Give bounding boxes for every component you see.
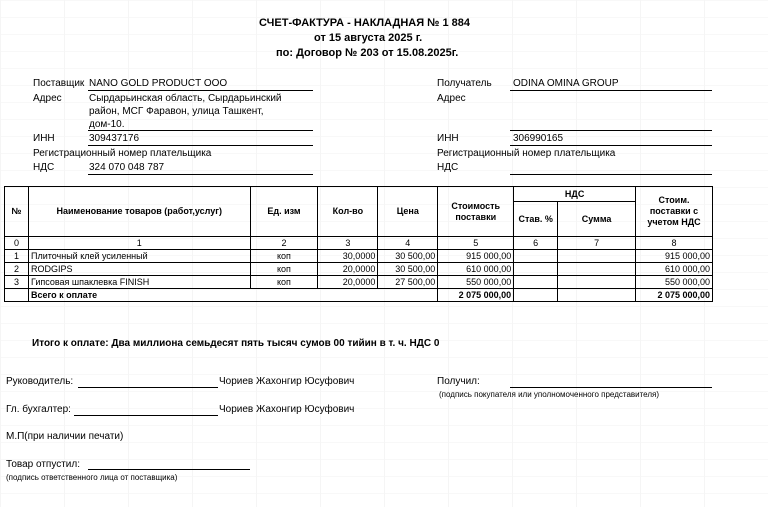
col-number: 2 bbox=[250, 237, 318, 250]
col-number: 3 bbox=[318, 237, 378, 250]
header-vat-rate: Став. % bbox=[514, 202, 558, 237]
invoice-date: от 15 августа 2025 г. bbox=[314, 32, 423, 44]
buyer-name: ODINA OMINA GROUP bbox=[513, 78, 619, 89]
supplier-nds-line bbox=[88, 174, 313, 175]
row-price: 30 500,00 bbox=[378, 250, 438, 263]
total-vat-rate bbox=[514, 289, 558, 302]
header-vat: НДС bbox=[514, 187, 636, 202]
row-cost: 550 000,00 bbox=[438, 276, 514, 289]
goods-table bbox=[4, 186, 713, 302]
row-vat-sum bbox=[558, 276, 636, 289]
accountant-sign-line bbox=[74, 415, 218, 416]
header-total-with-vat: Стоим. поставки с учетом НДС bbox=[636, 187, 713, 237]
supplier-reg-label: Регистрационный номер плательщика bbox=[33, 148, 212, 159]
row-cost: 915 000,00 bbox=[438, 250, 514, 263]
total-with-vat: 2 075 000,00 bbox=[636, 289, 713, 302]
buyer-inn-line bbox=[510, 145, 712, 146]
supplier-address-line-1: Сырдарьинская область, Сырдарьинский bbox=[89, 93, 282, 104]
row-cost: 610 000,00 bbox=[438, 263, 514, 276]
row-price: 30 500,00 bbox=[378, 263, 438, 276]
col-number: 7 bbox=[558, 237, 636, 250]
supplier-name-line bbox=[88, 90, 313, 91]
col-number: 0 bbox=[5, 237, 29, 250]
row-unit: коп bbox=[250, 276, 318, 289]
row-name: Гипсовая шпаклевка FINISH bbox=[28, 276, 250, 289]
director-name: Чориев Жахонгир Юсуфович bbox=[219, 376, 355, 387]
supplier-inn-line bbox=[88, 145, 313, 146]
col-number: 4 bbox=[378, 237, 438, 250]
column-number-row bbox=[5, 237, 713, 250]
header-cost: Стоимость поставки bbox=[438, 187, 514, 237]
buyer-reg-label: Регистрационный номер плательщика bbox=[437, 148, 616, 159]
director-label: Руководитель: bbox=[6, 376, 74, 387]
table-row bbox=[5, 276, 713, 289]
table-row bbox=[5, 250, 713, 263]
header-unit: Ед. изм bbox=[250, 187, 318, 237]
supplier-address-line-3: дом-10. bbox=[89, 119, 125, 130]
row-qty: 30,0000 bbox=[318, 250, 378, 263]
released-note: (подпись ответственного лица от поставщика) bbox=[6, 473, 178, 482]
row-vat-rate bbox=[514, 250, 558, 263]
supplier-address-label: Адрес bbox=[33, 93, 62, 104]
received-note: (подпись покупателя или уполномоченного представителя) bbox=[439, 390, 660, 399]
table-row bbox=[5, 263, 713, 276]
supplier-nds: 324 070 048 787 bbox=[89, 162, 165, 173]
invoice-title: СЧЕТ-ФАКТУРА - НАКЛАДНАЯ № 1 884 bbox=[259, 17, 471, 29]
col-number: 8 bbox=[636, 237, 713, 250]
total-cost: 2 075 000,00 bbox=[438, 289, 514, 302]
row-num: 1 bbox=[5, 250, 29, 263]
buyer-nds-label: НДС bbox=[437, 162, 459, 173]
buyer-label: Получатель bbox=[437, 78, 492, 89]
director-sign-line bbox=[78, 387, 218, 388]
row-vat-rate bbox=[514, 276, 558, 289]
supplier-inn: 309437176 bbox=[89, 133, 140, 144]
total-vat-sum bbox=[558, 289, 636, 302]
col-number: 5 bbox=[438, 237, 514, 250]
total-blank bbox=[5, 289, 29, 302]
row-vat-sum bbox=[558, 250, 636, 263]
supplier-inn-label: ИНН bbox=[33, 133, 55, 144]
header-qty: Кол-во bbox=[318, 187, 378, 237]
buyer-address-line bbox=[510, 130, 712, 131]
row-name: Плиточный клей усиленный bbox=[28, 250, 250, 263]
accountant-label: Гл. бухгалтер: bbox=[6, 404, 71, 415]
invoice-contract: по: Договор № 203 от 15.08.2025г. bbox=[276, 47, 459, 59]
supplier-nds-label: НДС bbox=[33, 162, 55, 173]
received-label: Получил: bbox=[437, 376, 480, 387]
buyer-inn-label: ИНН bbox=[437, 133, 459, 144]
received-sign-line bbox=[510, 387, 712, 388]
row-qty: 20,0000 bbox=[318, 276, 378, 289]
row-unit: коп bbox=[250, 263, 318, 276]
row-vat-rate bbox=[514, 263, 558, 276]
row-num: 2 bbox=[5, 263, 29, 276]
accountant-name: Чориев Жахонгир Юсуфович bbox=[219, 404, 355, 415]
row-qty: 20,0000 bbox=[318, 263, 378, 276]
col-number: 1 bbox=[28, 237, 250, 250]
buyer-name-line bbox=[510, 90, 712, 91]
buyer-inn: 306990165 bbox=[513, 133, 564, 144]
stamp-label: М.П(при наличии печати) bbox=[6, 431, 124, 442]
total-label: Всего к оплате bbox=[28, 289, 437, 302]
supplier-address-line bbox=[88, 130, 313, 131]
row-vat-sum bbox=[558, 263, 636, 276]
header-vat-sum: Сумма bbox=[558, 202, 636, 237]
row-total: 915 000,00 bbox=[636, 250, 713, 263]
row-name: RODGIPS bbox=[28, 263, 250, 276]
supplier-name: NANO GOLD PRODUCT OOO bbox=[89, 78, 228, 89]
supplier-address-line-2: район, МСГ Фаравон, улица Ташкент, bbox=[89, 106, 264, 117]
supplier-label: Поставщик bbox=[33, 78, 85, 89]
header-price: Цена bbox=[378, 187, 438, 237]
row-num: 3 bbox=[5, 276, 29, 289]
header-name: Наименование товаров (работ,услуг) bbox=[28, 187, 250, 237]
row-unit: коп bbox=[250, 250, 318, 263]
col-number: 6 bbox=[514, 237, 558, 250]
buyer-address-label: Адрес bbox=[437, 93, 466, 104]
row-total: 610 000,00 bbox=[636, 263, 713, 276]
row-total: 550 000,00 bbox=[636, 276, 713, 289]
released-sign-line bbox=[88, 469, 250, 470]
amount-in-words: Итого к оплате: Два миллиона семьдесят пять тысяч сумов 00 тийин в т. ч. НДС 0 bbox=[32, 338, 440, 349]
buyer-nds-line bbox=[510, 174, 712, 175]
released-label: Товар отпустил: bbox=[6, 459, 80, 470]
total-row bbox=[5, 289, 713, 302]
header-num: № bbox=[5, 187, 29, 237]
row-price: 27 500,00 bbox=[378, 276, 438, 289]
